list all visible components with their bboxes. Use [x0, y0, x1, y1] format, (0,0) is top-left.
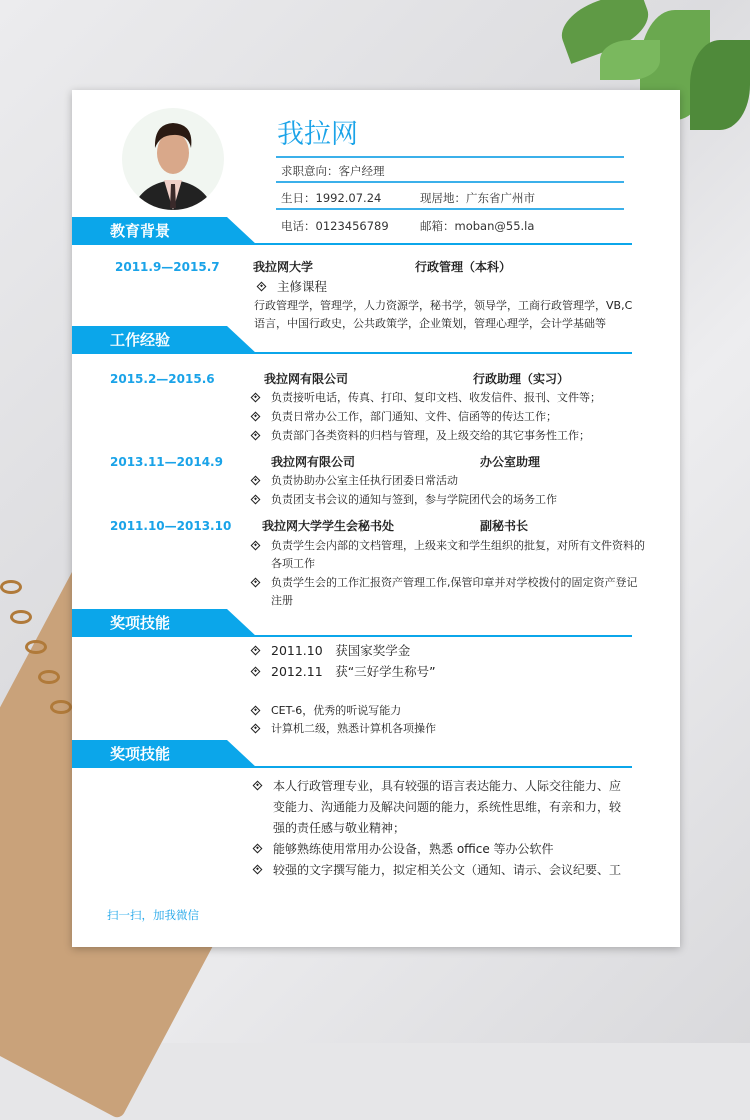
email: 邮箱：moban@55.la: [420, 219, 535, 233]
diamond-bullet-icon: [251, 494, 261, 504]
self-line: 能够熟练使用常用办公设备，熟悉 office 等办公软件: [254, 842, 554, 856]
job-intent: 求职意向：客户经理: [281, 164, 385, 178]
section-title: 教育背景: [110, 222, 171, 240]
education-date: 2011.9—2015.7: [115, 260, 220, 274]
work-duty: 负责部门各类资料的归档与管理，及上级交给的其它事务性工作；: [252, 429, 590, 442]
skill-item: CET-6，优秀的听说写能力: [252, 704, 401, 717]
divider: [276, 156, 624, 158]
section-title: 奖项技能: [110, 745, 171, 763]
diamond-bullet-icon: [257, 282, 267, 292]
diamond-bullet-icon: [253, 844, 263, 854]
courses-line: 语言，中国行政史，公共政策学，企业策划，管理心理学，会计学基础等: [254, 317, 606, 330]
location: 现居地：广东省广州市: [420, 191, 535, 205]
diamond-bullet-icon: [251, 667, 261, 677]
self-line: 较强的文字撰写能力，拟定相关公文（通知、请示、会议纪要、工: [254, 863, 621, 877]
work-duty: 负责学生会内部的文档管理，上级来文和学生组织的批复，对所有文件资料的: [252, 539, 645, 552]
work-date: 2011.10—2013.10: [110, 519, 232, 533]
diamond-bullet-icon: [251, 705, 261, 715]
diamond-bullet-icon: [251, 430, 261, 440]
work-role: 办公室助理: [480, 455, 541, 469]
diamond-bullet-icon: [253, 781, 263, 791]
section-underline: [72, 635, 632, 637]
diamond-bullet-icon: [251, 646, 261, 656]
self-line: 本人行政管理专业，具有较强的语言表达能力、人际交往能力、应: [254, 779, 621, 793]
work-duty: 负责日常办公工作，部门通知、文件、信函等的传达工作；: [252, 410, 557, 423]
work-duty: 负责学生会的工作汇报资产管理工作,保管印章并对学校拨付的固定资产登记: [252, 576, 638, 589]
school: 我拉网大学: [253, 260, 314, 274]
diamond-bullet-icon: [251, 540, 261, 550]
diamond-bullet-icon: [253, 865, 263, 875]
work-duty: 负责团支书会议的通知与签到，参与学院团代会的场务工作: [252, 493, 557, 506]
candidate-name: 我拉网: [277, 119, 358, 150]
diamond-bullet-icon: [251, 392, 261, 402]
work-role: 行政助理（实习）: [473, 372, 570, 386]
self-line: 变能力、沟通能力及解决问题的能力，系统性思维，有亲和力，较: [273, 800, 622, 814]
work-org: 我拉网有限公司: [264, 372, 349, 386]
courses-line: 行政管理学，管理学，人力资源学，秘书学，领导学，工商行政管理学，VB,C: [254, 299, 633, 312]
work-duty: 负责接听电话，传真、打印、复印文档、收发信件、报刊、文件等；: [252, 391, 601, 404]
diamond-bullet-icon: [251, 577, 261, 587]
courses-label: 主修课程: [258, 279, 327, 294]
avatar: [122, 108, 224, 210]
diamond-bullet-icon: [251, 475, 261, 485]
work-duty: 各项工作: [271, 557, 315, 570]
skill-item: 计算机二级，熟悉计算机各项操作: [252, 722, 436, 735]
work-org: 我拉网大学学生会秘书处: [262, 519, 395, 533]
award-item: 2011.10 获国家奖学金: [252, 643, 410, 658]
section-title: 奖项技能: [110, 614, 171, 632]
section-title: 工作经验: [110, 331, 171, 349]
award-item: 2012.11 获“三好学生称号”: [252, 664, 436, 679]
section-underline: [72, 243, 632, 245]
work-duty: 注册: [271, 594, 293, 607]
section-underline: [72, 766, 632, 768]
work-date: 2015.2—2015.6: [110, 372, 215, 386]
major: 行政管理（本科）: [415, 260, 512, 274]
self-line: 强的责任感与敬业精神；: [273, 821, 406, 835]
divider: [276, 208, 624, 210]
section-underline: [72, 352, 632, 354]
diamond-bullet-icon: [251, 723, 261, 733]
birthday: 生日：1992.07.24: [281, 191, 382, 205]
divider: [276, 181, 624, 183]
work-duty: 负责协助办公室主任执行团委日常活动: [252, 474, 458, 487]
work-date: 2013.11—2014.9: [110, 455, 223, 469]
phone: 电话：0123456789: [281, 219, 389, 233]
work-org: 我拉网有限公司: [271, 455, 356, 469]
diamond-bullet-icon: [251, 411, 261, 421]
work-role: 副秘书长: [480, 519, 529, 533]
wechat-link[interactable]: 扫一扫，加我微信: [107, 908, 199, 922]
